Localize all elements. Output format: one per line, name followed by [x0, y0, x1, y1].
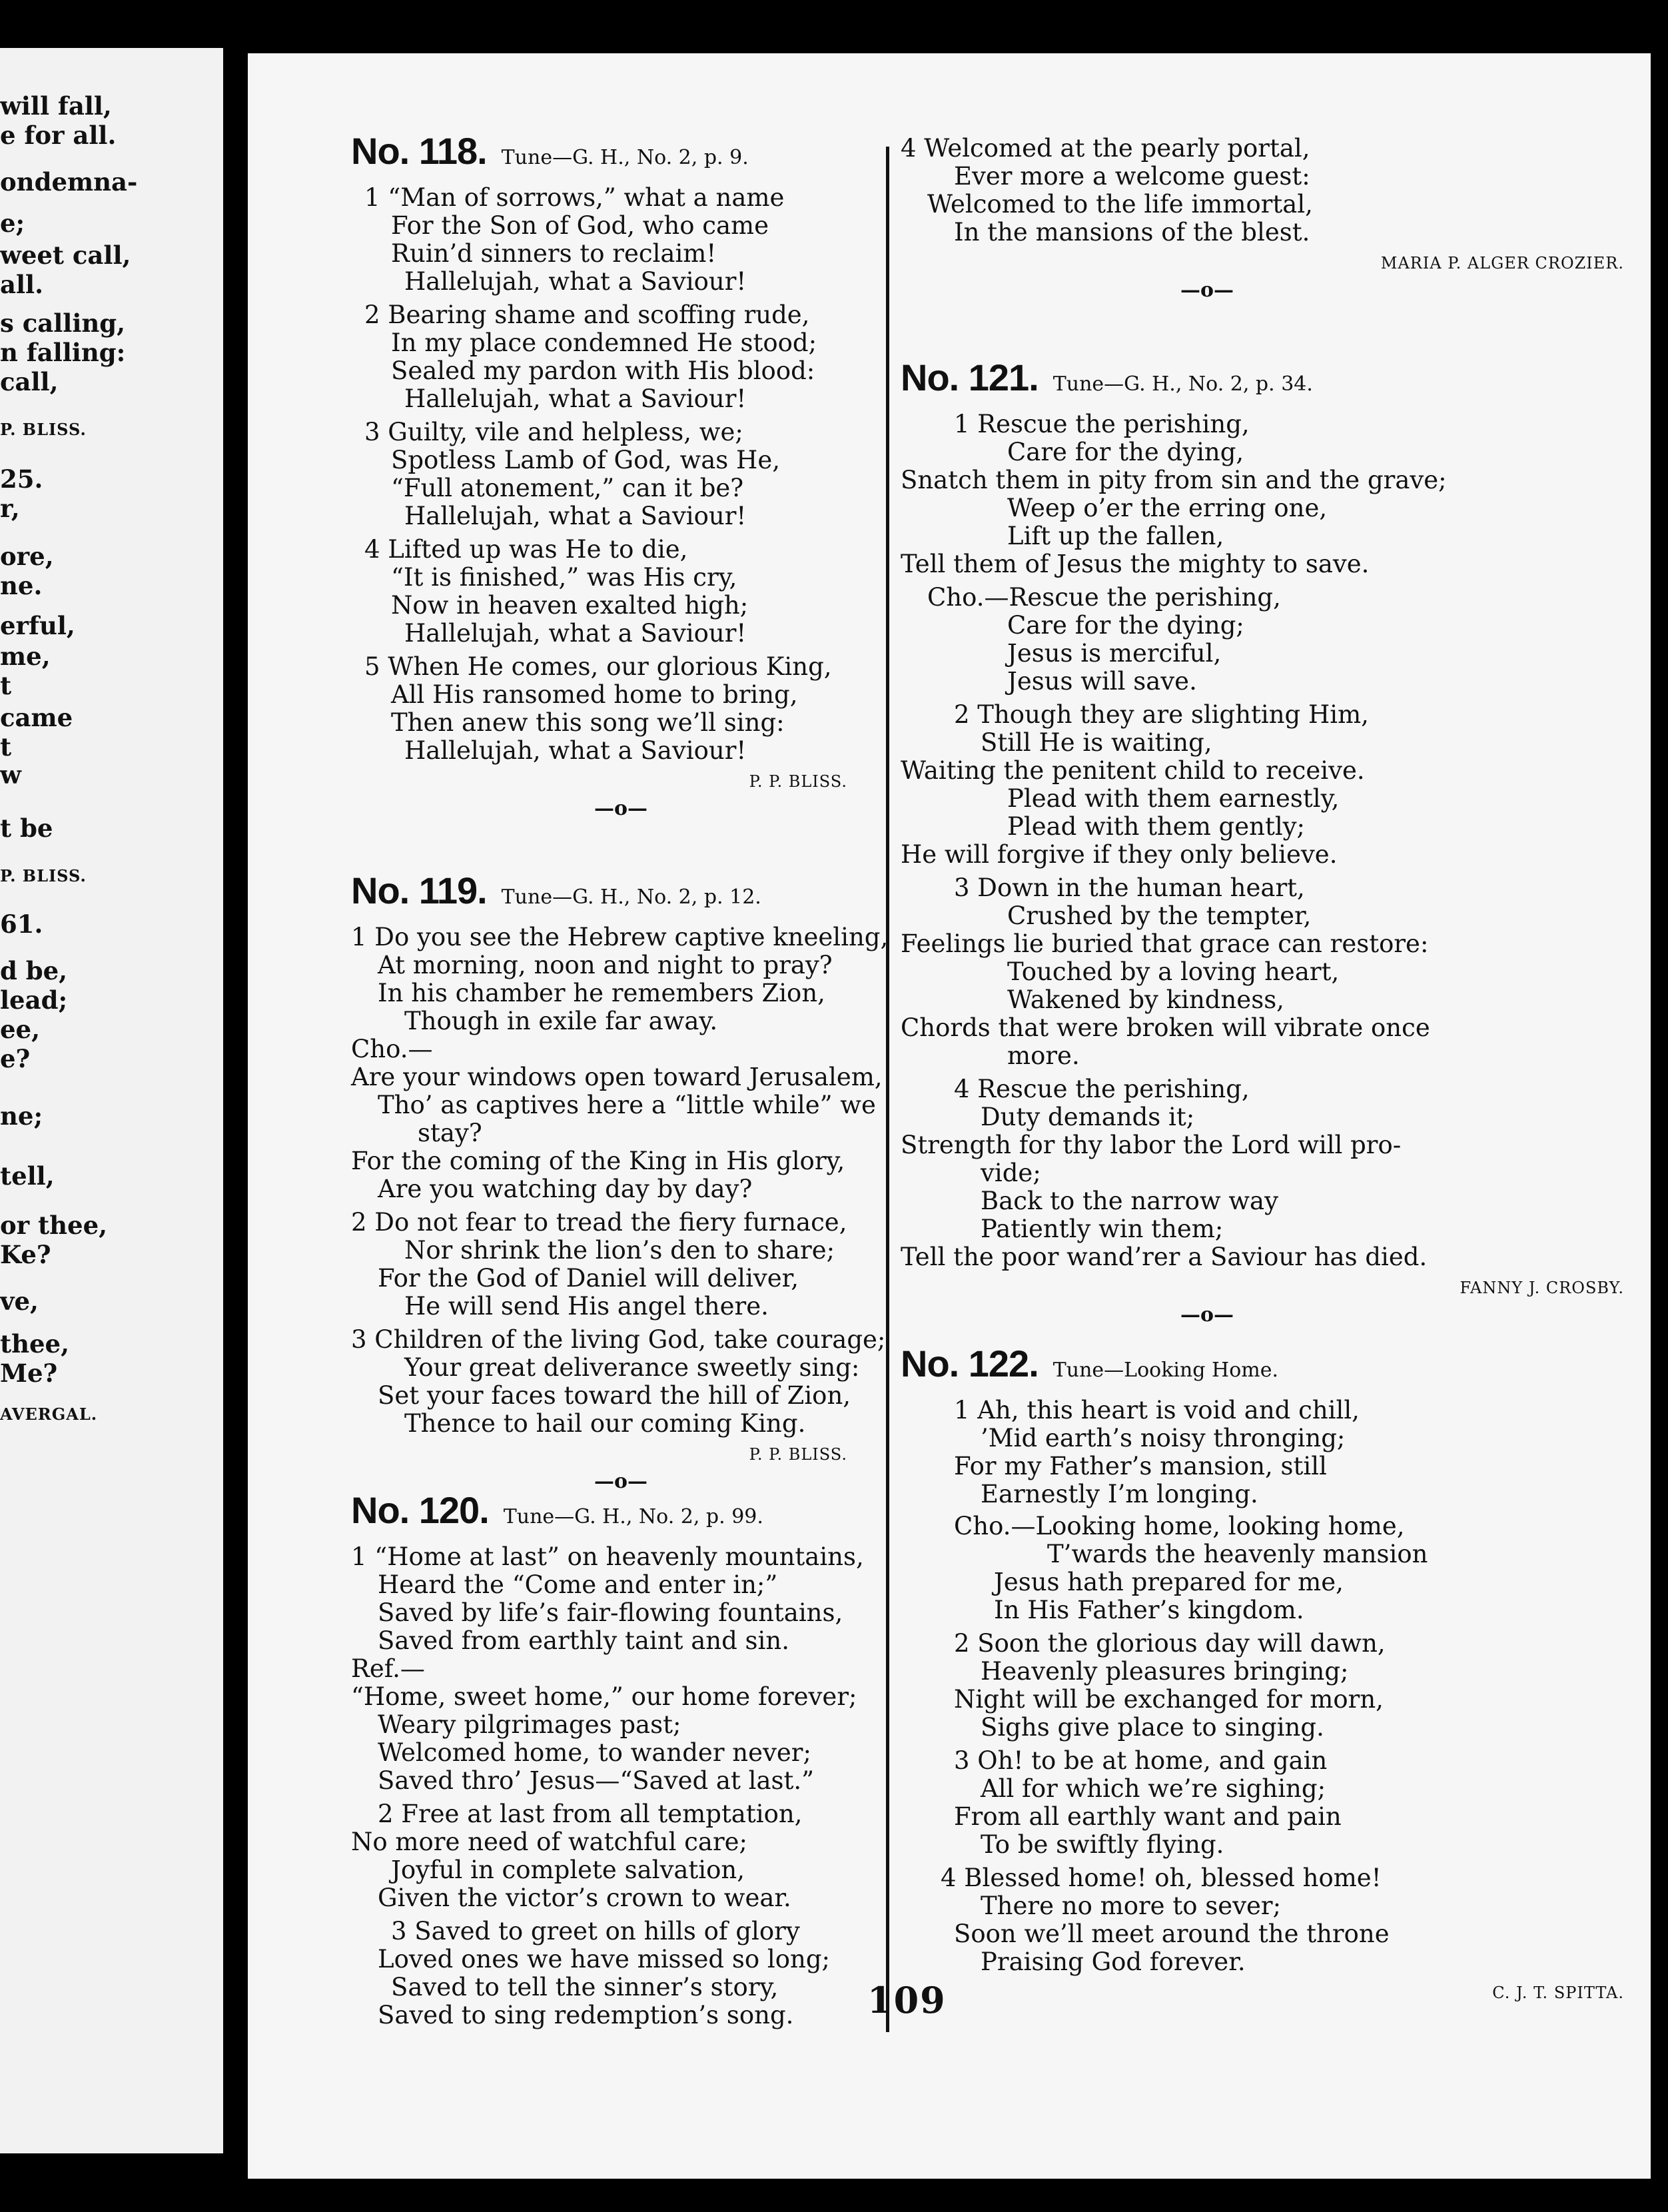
previous-page-text: Me?: [0, 1359, 58, 1388]
hymn-number: No. 122.: [901, 1343, 1039, 1384]
hymn-line: All His ransomed home to bring,: [391, 680, 798, 709]
hymn-author: P. P. BLISS.: [749, 772, 847, 791]
hymn-number: No. 119.: [351, 869, 487, 911]
previous-page-text: call,: [0, 367, 59, 396]
previous-page-text: P. BLISS.: [0, 866, 87, 885]
hymn-line: 4 Rescue the perishing,: [954, 1075, 1250, 1103]
hymn-line: Tell them of Jesus the mighty to save.: [901, 550, 1370, 578]
previous-page-text: e for all.: [0, 121, 117, 150]
hymn-line: All for which we’re sighing;: [981, 1774, 1326, 1803]
hymn-line: Though in exile far away.: [404, 1007, 718, 1035]
hymn-line: In His Father’s kingdom.: [994, 1596, 1304, 1624]
hymn-line: Hallelujah, what a Saviour!: [404, 267, 747, 296]
hymn-line: In the mansions of the blest.: [954, 218, 1310, 247]
previous-page-fragment: [0, 48, 223, 2153]
hymn-author: P. P. BLISS.: [749, 1445, 847, 1464]
hymn-line: Saved to sing redemption’s song.: [378, 2001, 794, 2029]
hymn-line: Touched by a loving heart,: [1007, 957, 1340, 986]
hymn-line: Saved by life’s fair-flowing fountains,: [378, 1598, 843, 1627]
hymn-line: “Home, sweet home,” our home forever;: [351, 1682, 857, 1711]
hymnal-page: [248, 53, 1651, 2179]
previous-page-text: ee,: [0, 1015, 40, 1044]
hymn-line: Still He is waiting,: [981, 728, 1212, 757]
hymn-line: Saved to tell the sinner’s story,: [391, 1973, 779, 2001]
hymn-author: C. J. T. SPITTA.: [1492, 1983, 1624, 2002]
previous-page-text: thee,: [0, 1329, 69, 1359]
hymn-line: Earnestly I’m longing.: [981, 1480, 1258, 1508]
left-column: [248, 53, 887, 2179]
hymn-line: “Full atonement,” can it be?: [391, 474, 744, 502]
hymn-line: ’Mid earth’s noisy thronging;: [981, 1424, 1346, 1452]
hymn-line: Ruin’d sinners to reclaim!: [391, 239, 717, 268]
hymn-line: 1 Do you see the Hebrew captive kneeling,: [351, 923, 889, 951]
hymn-line: Back to the narrow way: [981, 1187, 1279, 1215]
hymn-line: Nor shrink the lion’s den to share;: [404, 1236, 835, 1265]
hymn-line: Night will be exchanged for morn,: [954, 1685, 1384, 1714]
previous-page-text: or thee,: [0, 1211, 108, 1240]
tune-reference: Tune—G. H., No. 2, p. 12.: [501, 885, 761, 909]
previous-page-text: came: [0, 703, 73, 732]
section-separator: —o—: [1180, 278, 1234, 302]
previous-page-text: r,: [0, 494, 20, 523]
hymn-number: No. 120.: [351, 1489, 489, 1531]
hymn-line: 4 Welcomed at the pearly portal,: [901, 134, 1310, 163]
hymn-line: “It is finished,” was His cry,: [391, 563, 737, 592]
hymn-line: Strength for thy labor the Lord will pro-: [901, 1131, 1402, 1159]
hymn-line: 1 “Home at last” on heavenly mountains,: [351, 1542, 864, 1571]
hymn-line: Patiently win them;: [981, 1215, 1224, 1243]
hymn-line: Now in heaven exalted high;: [391, 591, 749, 620]
hymn-line: 1 Rescue the perishing,: [954, 410, 1250, 438]
right-column: [887, 53, 1651, 2179]
hymn-line: Ref.—: [351, 1654, 425, 1683]
previous-page-text: t: [0, 671, 12, 700]
hymn-line: Thence to hail our coming King.: [404, 1409, 806, 1438]
hymn-line: 2 Though they are slighting Him,: [954, 700, 1369, 729]
section-separator: —o—: [1180, 1303, 1234, 1327]
previous-page-text: P. BLISS.: [0, 420, 87, 439]
page-edge: [1651, 53, 1668, 2179]
hymn-line: Saved thro’ Jesus—“Saved at last.”: [378, 1766, 815, 1795]
hymn-line: For the coming of the King in His glory,: [351, 1147, 845, 1175]
hymn-line: 3 Guilty, vile and helpless, we;: [364, 418, 743, 446]
hymn-line: Lift up the fallen,: [1007, 522, 1224, 550]
hymn-line: Chords that were broken will vibrate once: [901, 1013, 1430, 1042]
hymn-line: vide;: [981, 1159, 1041, 1187]
hymn-line: 3 Saved to greet on hills of glory: [391, 1917, 800, 1945]
hymn-line: 4 Blessed home! oh, blessed home!: [941, 1864, 1382, 1892]
hymn-line: more.: [1007, 1041, 1080, 1070]
previous-page-text: ve,: [0, 1287, 39, 1316]
section-separator: —o—: [594, 1470, 648, 1493]
hymn-line: Cho.—: [351, 1035, 433, 1063]
hymn-line: Care for the dying;: [1007, 611, 1244, 640]
hymn-line: stay?: [418, 1119, 482, 1147]
previous-page-text: Ke?: [0, 1240, 51, 1269]
hymn-line: Jesus hath prepared for me,: [994, 1568, 1344, 1596]
tune-reference: Tune—G. H., No. 2, p. 9.: [501, 146, 749, 169]
previous-page-text: all.: [0, 270, 43, 299]
hymn-line: Wakened by kindness,: [1007, 985, 1284, 1014]
hymn-line: 4 Lifted up was He to die,: [364, 535, 688, 564]
hymn-line: Are you watching day by day?: [378, 1175, 753, 1203]
previous-page-text: will fall,: [0, 91, 112, 121]
hymn-line: Are your windows open toward Jerusalem,: [351, 1063, 883, 1091]
hymn-author: MARIA P. ALGER CROZIER.: [1380, 254, 1624, 273]
hymn-line: Given the victor’s crown to wear.: [378, 1884, 791, 1912]
hymn-line: Hallelujah, what a Saviour!: [404, 619, 747, 648]
hymn-line: Spotless Lamb of God, was He,: [391, 446, 780, 474]
hymn-line: Welcomed to the life immortal,: [927, 190, 1313, 219]
hymn-line: Care for the dying,: [1007, 438, 1244, 466]
previous-page-text: ondemna-: [0, 167, 138, 197]
hymn-line: Then anew this song we’ll sing:: [391, 708, 785, 737]
hymn-number: No. 121.: [901, 356, 1039, 398]
hymn-line: Jesus is merciful,: [1007, 639, 1222, 668]
hymn-line: Joyful in complete salvation,: [391, 1856, 745, 1884]
page-number: 109: [867, 1979, 947, 2021]
tune-reference: Tune—Looking Home.: [1052, 1359, 1279, 1382]
hymn-author: FANNY J. CROSBY.: [1460, 1279, 1624, 1297]
hymn-line: Loved ones we have missed so long;: [378, 1945, 830, 1973]
previous-page-text: 25.: [0, 464, 43, 494]
hymn-line: Snatch them in pity from sin and the grave;: [901, 466, 1447, 494]
hymn-line: To be swiftly flying.: [981, 1830, 1224, 1859]
hymn-line: In his chamber he remembers Zion,: [378, 979, 825, 1007]
previous-page-text: AVERGAL.: [0, 1404, 98, 1424]
previous-page-text: t be: [0, 814, 53, 843]
hymn-line: Feelings lie buried that grace can restore:: [901, 929, 1429, 958]
book-spine: [223, 40, 250, 2159]
previous-page-text: ne;: [0, 1101, 43, 1131]
previous-page-text: e;: [0, 209, 25, 238]
hymn-line: Hallelujah, what a Saviour!: [404, 736, 747, 765]
hymn-line: At morning, noon and night to pray?: [378, 951, 833, 979]
hymn-line: Heavenly pleasures bringing;: [981, 1657, 1349, 1686]
previous-page-text: weet call,: [0, 241, 131, 270]
previous-page-text: s calling,: [0, 308, 126, 338]
hymn-line: For my Father’s mansion, still: [954, 1452, 1327, 1480]
hymn-line: 3 Children of the living God, take courage;: [351, 1325, 886, 1354]
hymn-line: 2 Free at last from all temptation,: [378, 1800, 803, 1828]
hymn-line: Praising God forever.: [981, 1947, 1246, 1976]
hymn-line: Tell the poor wand’rer a Saviour has died.: [901, 1243, 1428, 1271]
previous-page-text: w: [0, 760, 21, 790]
hymn-line: 3 Down in the human heart,: [954, 873, 1305, 902]
previous-page-text: n falling:: [0, 338, 126, 367]
hymn-line: He will forgive if they only believe.: [901, 840, 1338, 869]
tune-reference: Tune—G. H., No. 2, p. 34.: [1052, 372, 1313, 396]
previous-page-text: ne.: [0, 571, 43, 600]
hymn-header: [901, 1343, 1279, 1384]
hymn-line: Weary pilgrimages past;: [378, 1710, 681, 1739]
hymn-line: In my place condemned He stood;: [391, 328, 817, 357]
hymn-line: Your great deliverance sweetly sing:: [404, 1353, 860, 1382]
hymn-line: 2 Do not fear to tread the fiery furnace,: [351, 1208, 847, 1237]
previous-page-text: tell,: [0, 1161, 55, 1191]
hymn-line: There no more to sever;: [981, 1892, 1282, 1920]
hymn-line: 1 “Man of sorrows,” what a name: [364, 183, 785, 212]
hymn-line: 2 Soon the glorious day will dawn,: [954, 1629, 1386, 1658]
hymn-line: For the Son of God, who came: [391, 211, 769, 240]
previous-page-text: d be,: [0, 956, 68, 985]
hymn-line: Cho.—Rescue the perishing,: [927, 583, 1281, 612]
hymn-line: Crushed by the tempter,: [1007, 901, 1312, 930]
previous-page-text: 61.: [0, 909, 43, 939]
hymn-line: For the God of Daniel will deliver,: [378, 1264, 799, 1293]
hymn-header: [901, 356, 1313, 398]
hymn-line: Ever more a welcome guest:: [954, 162, 1310, 191]
hymn-line: 2 Bearing shame and scoffing rude,: [364, 300, 810, 329]
hymn-line: 1 Ah, this heart is void and chill,: [954, 1396, 1360, 1424]
hymn-line: Plead with them earnestly,: [1007, 784, 1340, 813]
hymn-line: No more need of watchful care;: [351, 1828, 748, 1856]
hymn-line: Hallelujah, what a Saviour!: [404, 384, 747, 413]
previous-page-text: me,: [0, 642, 51, 671]
hymn-line: Tho’ as captives here a “little while” we: [378, 1091, 876, 1119]
hymn-line: Saved from earthly taint and sin.: [378, 1626, 789, 1655]
hymn-header: [351, 130, 749, 172]
section-separator: —o—: [594, 797, 648, 820]
previous-page-text: erful,: [0, 611, 75, 640]
tune-reference: Tune—G. H., No. 2, p. 99.: [503, 1505, 763, 1528]
hymn-line: Welcomed home, to wander never;: [378, 1738, 811, 1767]
previous-page-text: t: [0, 732, 12, 762]
hymn-header: [351, 1489, 763, 1531]
hymn-line: From all earthly want and pain: [954, 1802, 1342, 1831]
previous-page-text: ore,: [0, 542, 54, 571]
hymn-line: 3 Oh! to be at home, and gain: [954, 1746, 1328, 1775]
hymn-line: Sealed my pardon with His blood:: [391, 356, 815, 385]
hymn-line: T’wards the heavenly mansion: [1047, 1540, 1428, 1568]
hymn-number: No. 118.: [351, 130, 487, 172]
hymn-header: [351, 869, 761, 911]
previous-page-text: e?: [0, 1044, 31, 1073]
hymn-line: Hallelujah, what a Saviour!: [404, 502, 747, 530]
previous-page-text: lead;: [0, 985, 68, 1015]
hymn-line: Heard the “Come and enter in;”: [378, 1570, 778, 1599]
hymn-line: Weep o’er the erring one,: [1007, 494, 1328, 522]
hymn-line: Cho.—Looking home, looking home,: [954, 1512, 1405, 1540]
hymn-line: Plead with them gently;: [1007, 812, 1306, 841]
hymn-line: Set your faces toward the hill of Zion,: [378, 1381, 851, 1410]
hymn-line: Waiting the penitent child to receive.: [901, 756, 1365, 785]
hymn-line: He will send His angel there.: [404, 1292, 769, 1321]
hymn-line: Jesus will save.: [1007, 667, 1197, 696]
hymn-line: Duty demands it;: [981, 1103, 1195, 1131]
hymn-line: Sighs give place to singing.: [981, 1713, 1324, 1742]
hymn-line: Soon we’ll meet around the throne: [954, 1920, 1390, 1948]
hymn-line: 5 When He comes, our glorious King,: [364, 652, 832, 681]
